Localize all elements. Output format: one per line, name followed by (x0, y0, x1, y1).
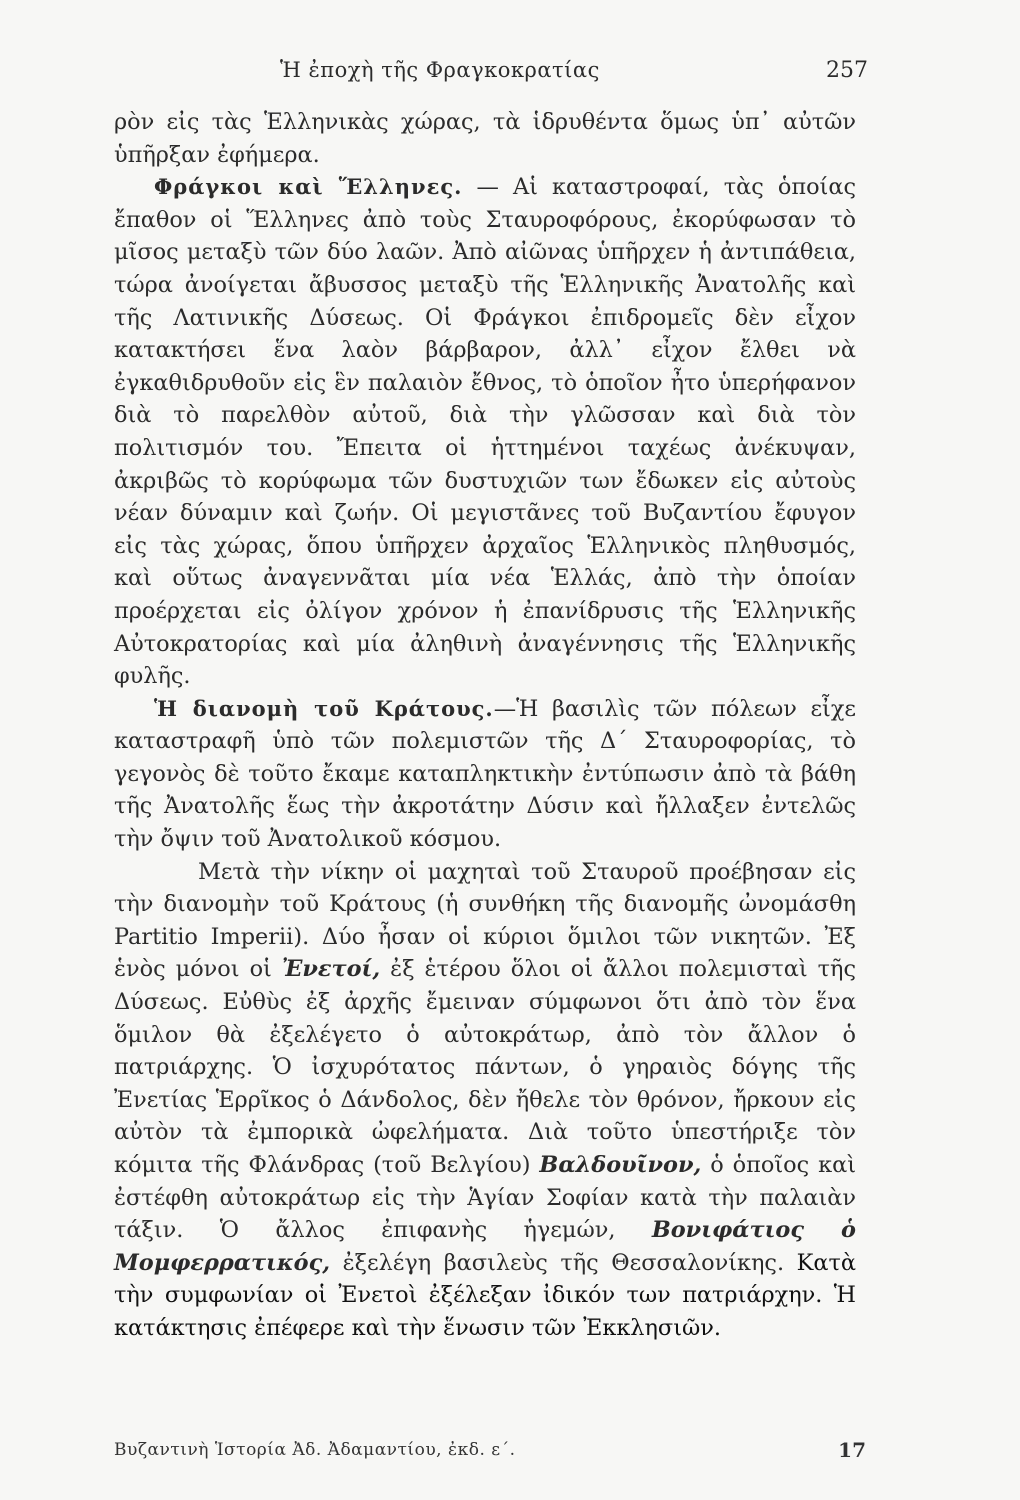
section-heading: Ἡ διανομὴ τοῦ Κράτους. (154, 695, 494, 721)
section-heading: Φράγκοι καὶ Ἕλληνες. (154, 174, 463, 200)
bold-term: Ἐνετοί, (281, 956, 381, 983)
footer-citation: Βυζαντινὴ Ἱστορία Ἀδ. Ἀδαμαντίου, ἐκδ. ε΄. (114, 1440, 516, 1460)
page-footer (0, 1440, 1020, 1480)
paragraph-text: —Ἡ βασιλὶς τῶν πόλεων εἶχε καταστραφῆ ὑπὸ τῶν πολεμιστῶν τῆς Δ΄ Σταυροφορίας, τὸ γεγονὸς δὲ τοῦτο ἔκαμε καταπληκτικὴν ἐντύπωσιν ἀπὸ τὰ βάθη τῆς Ἀνατολῆς ἕως τὴν ἀκροτάτην Δύσιν καὶ ἤλλαξεν ἐντελῶς τὴν ὄψιν τοῦ Ἀνατολικοῦ κόσμου. (114, 695, 856, 853)
page-header (0, 58, 1020, 94)
running-head: Ἡ ἐποχὴ τῆς Φραγκοκρατίας (280, 58, 600, 82)
paragraph-partitio-imperii (114, 856, 856, 1345)
paragraph-text: ἐξ ἑτέρου ὅλοι οἱ ἄλλοι πολεμισταὶ τῆς Δύσεως. Εὐθὺς ἐξ ἀρχῆς ἔμειναν σύμφωνοι ὅτι ἀπὸ τὸν ἕνα ὅμιλον θὰ ἐξελέγετο ὁ αὐτοκράτωρ, ἀπὸ τὸν ἄλλον ὁ πατριάρχης. Ὁ ἰσχυρότατος πάντων, ὁ γηραιὸς δόγης τῆς Ἐνετίας Ἑρρῖκος ὁ Δάνδολος, δὲν ἤθελε τὸν θρόνον, ἤρκουν εἰς αὐτὸν τὰ ἐμπορικὰ ὠφελήματα. Διὰ τοῦτο ὑπεστήριξε τὸν κόμιτα τῆς Φλάνδρας (τοῦ Βελγίου) (114, 956, 857, 1178)
paragraph-text: Κατὰ τὴν συμφωνίαν οἱ Ἐνετοὶ ἐξέλεξαν ἰδικόν των πατριάρχην. Ἡ κατάκτησις ἐπέφερε καὶ τὴν ἕνωσιν τῶν Ἐκκλησιῶν. (114, 1249, 856, 1341)
paragraph-text: Μετὰ τὴν νίκην οἱ μαχηταὶ τοῦ Σταυροῦ προέβησαν εἰς τὴν διανομὴν τοῦ Κράτους (ἡ συνθήκη τῆς διανομῆς ὠνομάσθη Partitio Imperii). Δύο ἦσαν οἱ κύριοι ὅμιλοι τῶν νικητῶν. Ἐξ ἑνὸς μόνοι οἱ (114, 858, 856, 983)
paragraph-continuation (114, 106, 856, 171)
paragraph-text: — Αἱ καταστροφαί, τὰς ὁποίας ἔπαθον οἱ Ἕλληνες ἀπὸ τοὺς Σταυροφόρους, ἐκορύφωσαν τὸ μῖσος μεταξὺ τῶν δύο λαῶν. Ἀπὸ αἰῶνας ὑπῆρχεν ἡ ἀντιπάθεια, τώρα ἀνοίγεται ἄβυσσος μεταξὺ τῆς Ἑλληνικῆς Ἀνατολῆς καὶ τῆς Λατινικῆς Δύσεως. Οἱ Φράγκοι ἐπιδρομεῖς δὲν εἶχον κατακτήσει ἕνα λαὸν βάρβαρον, ἀλλ᾽ εἶχον ἔλθει νὰ ἐγκαθιδρυθοῦν εἰς ἓν παλαιὸν ἔθνος, τὸ ὁποῖον ἦτο ὑπερήφανον διὰ τὸ παρελθὸν αὐτοῦ, διὰ τὴν γλῶσσαν καὶ διὰ τὸν πολιτισμόν του. Ἔπειτα οἱ ἡττημένοι ταχέως ἀνέκυψαν, ἀκριβῶς τὸ κορύφωμα τῶν δυστυχιῶν των ἔδωκεν εἰς αὐτοὺς νέαν δύναμιν καὶ ζωήν. Οἱ μεγιστᾶνες τοῦ Βυζαντίου ἔφυγον εἰς τὰς χώρας, ὅπου ὑπῆρχεν ἀρχαῖος Ἑλληνικὸς πληθυσμός, καὶ οὕτως ἀναγεννᾶται μία νέα Ἑλλάς, ἀπὸ τὴν ὁποίαν προέρχεται εἰς ὀλίγον χρόνον ἡ ἐπανίδρυσις τῆς Ἑλληνικῆς Αὐτοκρατορίας καὶ μία ἀληθινὴ ἀναγέννησις τῆς Ἑλληνικῆς φυλῆς. (114, 174, 856, 690)
page-body (114, 106, 856, 1345)
paragraph-text: ὁ ὁποῖος καὶ ἐστέφθη αὐτοκράτωρ εἰς τὴν Ἁγίαν Σοφίαν κατὰ τὴν παλαιὰν τάξιν. Ὁ ἄλλος ἐπιφανὴς ἡγεμών, (114, 1152, 856, 1244)
signature-mark: 17 (838, 1438, 866, 1462)
bold-term: Βαλδουῖνον, (539, 1152, 702, 1178)
bold-term: Βονιφάτιος ὁ Μομφερρατικός, (114, 1217, 856, 1276)
paragraph-text: ἐξελέγη βασιλεὺς τῆς Θεσσαλονίκης. (330, 1249, 797, 1276)
paragraph-franks-and-greeks (114, 171, 856, 693)
paragraph-text: ρὸν εἰς τὰς Ἑλληνικὰς χώρας, τὰ ἱδρυθέντα ὅμως ὑπ᾽ αὐτῶν ὑπῆρξαν ἐφήμερα. (114, 109, 856, 168)
page-number: 257 (826, 58, 868, 83)
paragraph-division-of-state (114, 693, 856, 856)
